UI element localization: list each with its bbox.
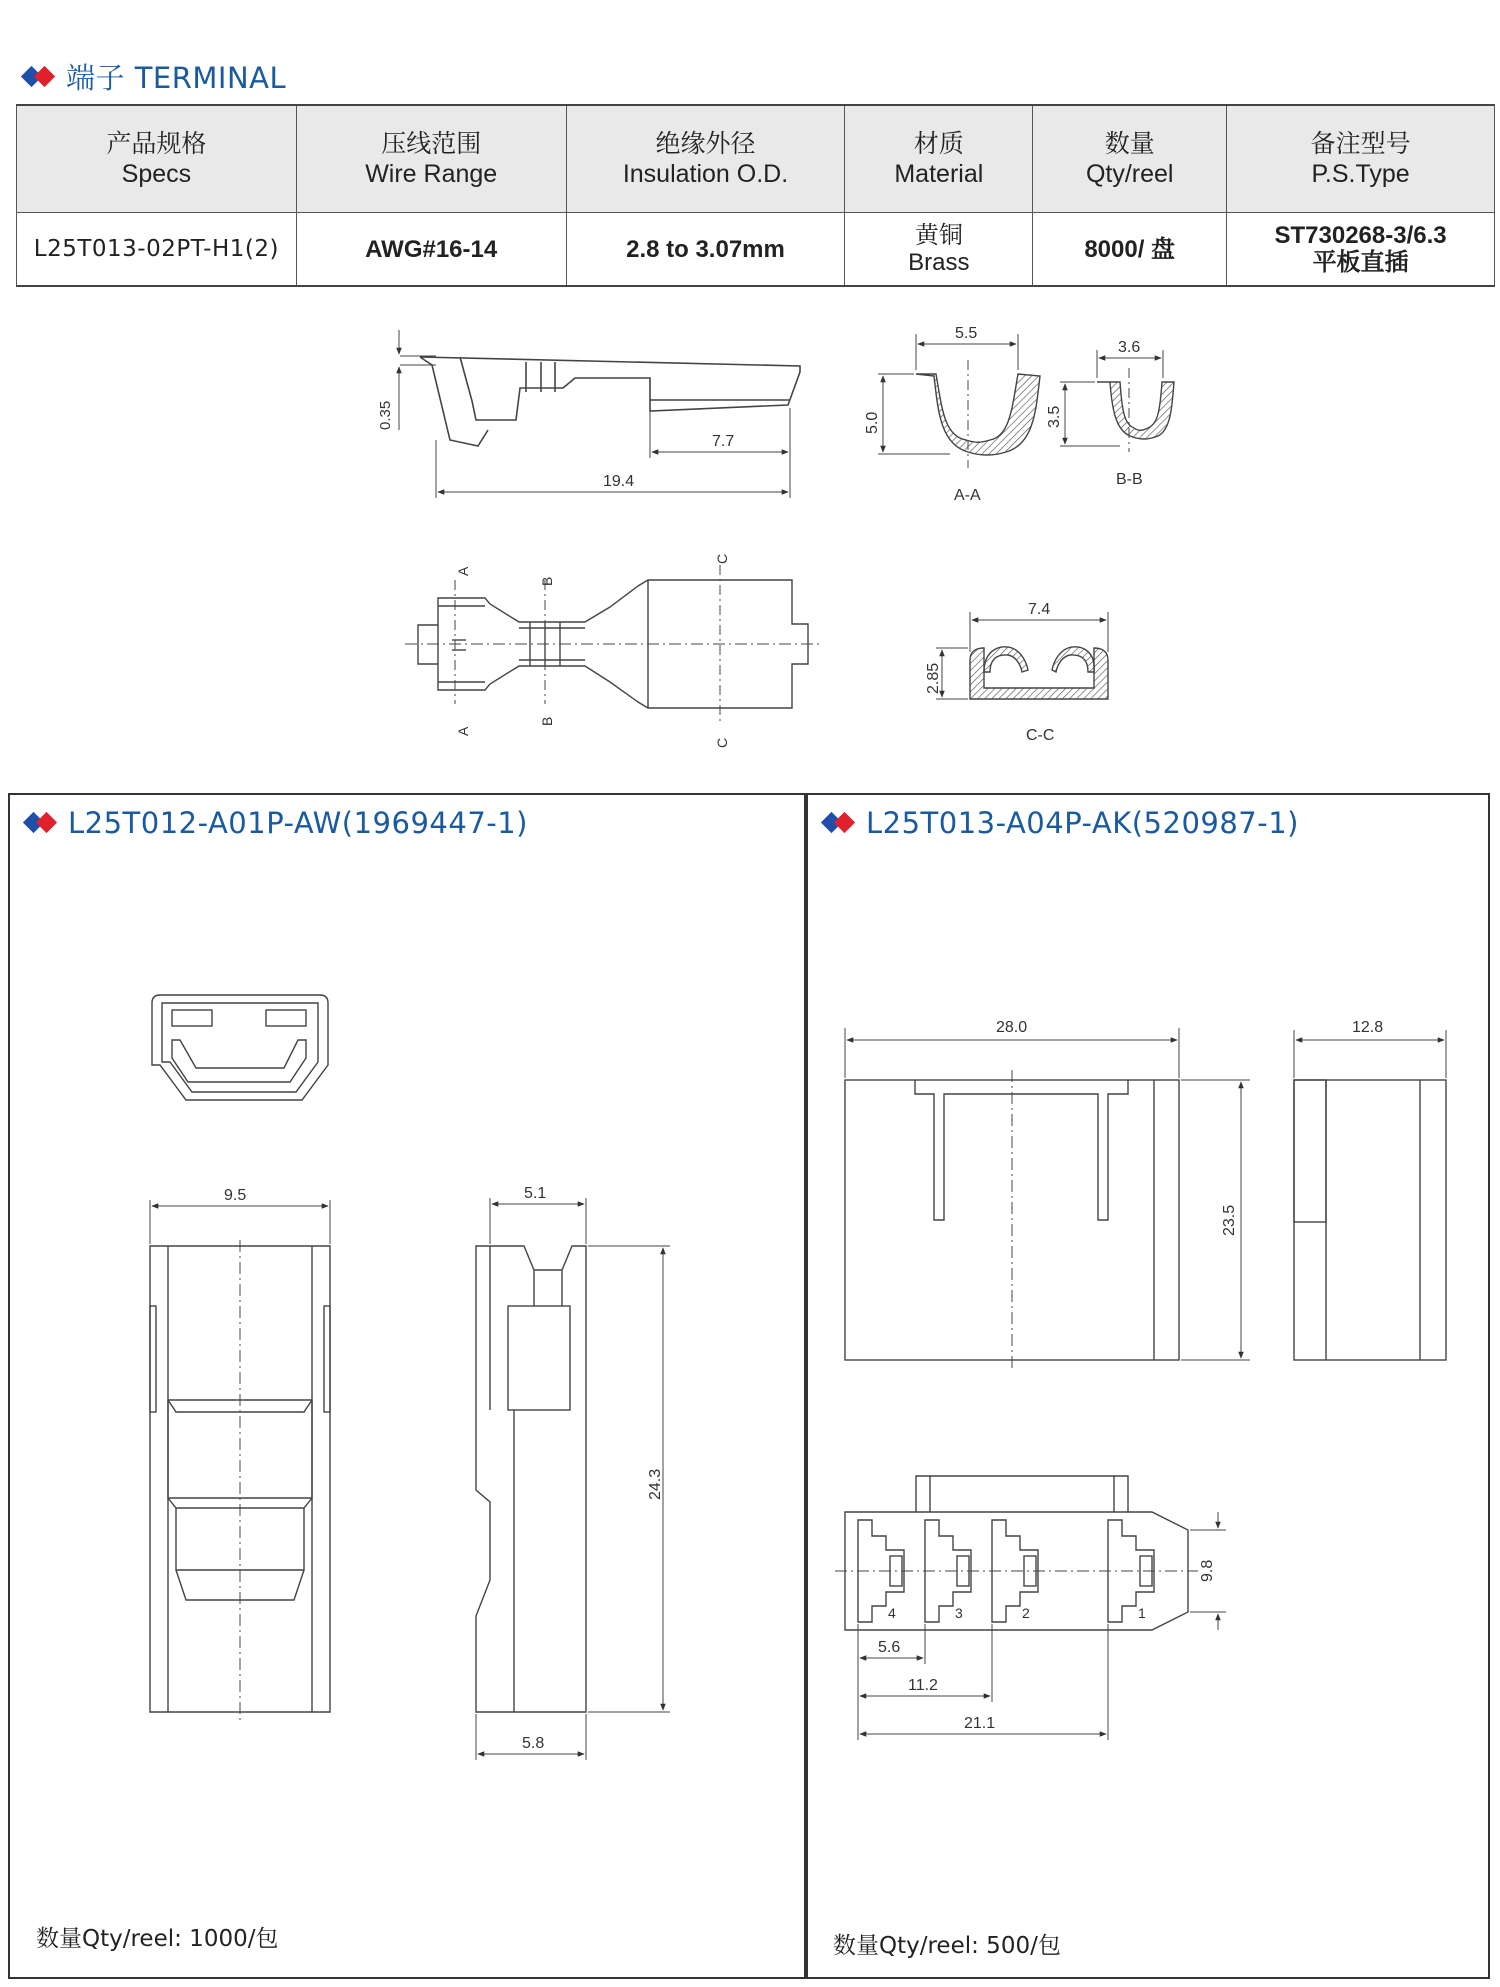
right-housing-title: L25T013-A04P-AK(520987-1) [866,806,1299,840]
section-bb-label: B-B [1116,471,1143,488]
section-b-top: B [539,576,555,586]
left-housing-title: L25T012-A01P-AW(1969447-1) [68,806,528,840]
cavity-label-4: 4 [888,1605,896,1621]
dim-left-h: 24.3 [647,1468,664,1500]
dim-right-end-h: 9.8 [1199,1559,1216,1582]
dim-left-side-w: 5.1 [524,1185,547,1202]
cell-wire-range: AWG#16-14 [296,213,566,287]
section-a-top: A [455,566,471,576]
right-qty-label: 数量Qty/reel: 500/包 [833,1933,1061,1959]
section-bb [1060,350,1174,452]
column-header-insulation: 绝缘外径 Insulation O.D. [566,105,845,213]
dim-right-h: 23.5 [1221,1204,1238,1236]
section-cc-label: C-C [1026,727,1055,744]
column-header-wire-range: 压线范围 Wire Range [296,105,566,213]
dim-len-77: 7.7 [712,433,735,450]
section-a-bottom: A [455,726,471,736]
dim-right-p2: 11.2 [908,1677,938,1694]
section-aa [878,334,1040,468]
cell-insulation: 2.8 to 3.07mm [566,213,845,287]
dim-right-p1: 5.6 [878,1639,901,1656]
cell-ps-type: ST730268-3/6.3 平板直插 [1227,213,1495,287]
dim-cc-h: 2.85 [925,662,942,694]
dim-cc-w: 7.4 [1028,601,1051,618]
cell-qty: 8000/ 盘 [1033,213,1227,287]
terminal-side-view [420,357,800,446]
dim-len-194: 19.4 [603,473,635,490]
section-cc [936,612,1108,699]
dim-bb-w: 3.6 [1118,339,1141,356]
column-header-ps-type: 备注型号 P.S.Type [1227,105,1495,213]
dimension-labels [224,325,1383,1752]
left-housing-side-view [476,1198,670,1760]
terminal-top-view [405,565,822,722]
column-header-qty: 数量 Qty/reel [1033,105,1227,213]
dim-right-p3: 21.1 [964,1715,996,1732]
dim-aa-w: 5.5 [955,325,978,342]
cavity-label-3: 3 [955,1605,963,1621]
cell-spec: L25T013-02PT-H1(2) [17,213,297,287]
right-housing-front-view [845,1028,1250,1370]
section-aa-label: A-A [954,487,981,504]
dim-bb-h: 3.5 [1046,405,1063,428]
dim-right-w: 28.0 [996,1019,1028,1036]
dim-right-side-w: 12.8 [1352,1019,1384,1036]
section-b-bottom: B [539,716,555,726]
cavity-label-2: 2 [1022,1605,1030,1621]
left-qty-label: 数量Qty/reel: 1000/包 [36,1926,279,1952]
dim-left-bottom-w: 5.8 [522,1735,545,1752]
dim-left-w: 9.5 [224,1187,247,1204]
section-c-bottom: C [714,737,730,748]
dim-aa-h: 5.0 [864,411,881,434]
section-c-top: C [714,553,730,564]
right-housing-side-view [1294,1030,1446,1360]
column-header-specs: 产品规格 Specs [17,105,297,213]
cavity-label-1: 1 [1138,1605,1146,1621]
cell-material: 黄铜 Brass [845,213,1033,287]
left-housing-front-view [150,1200,330,1720]
dim-thickness: 0.35 [377,400,394,430]
left-housing-end-view [152,995,328,1100]
column-header-material: 材质 Material [845,105,1033,213]
terminal-section-title: 端子 TERMINAL [66,61,287,95]
